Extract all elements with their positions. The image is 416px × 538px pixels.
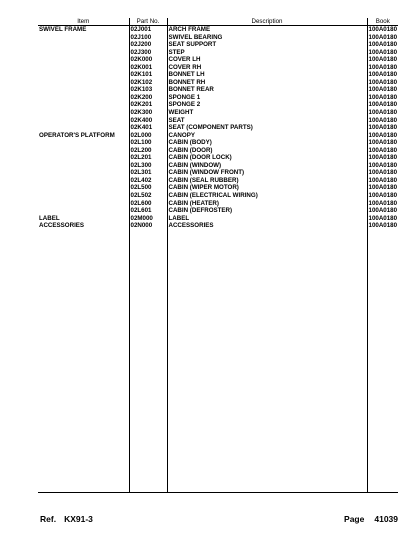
table-row (38, 207, 398, 215)
row-book: 100A0180 (368, 93, 398, 101)
filler-cell (38, 230, 129, 493)
row-part-no: 02K400 (129, 117, 167, 125)
table-row (38, 184, 398, 192)
table-row (38, 79, 398, 87)
ref-value: KX91-3 (64, 514, 93, 524)
row-part-no: 02K103 (129, 86, 167, 94)
parts-index-sheet (38, 18, 398, 493)
row-book: 100A0180 (368, 56, 398, 64)
row-part-no: 02L100 (129, 139, 167, 147)
row-description: ACCESSORIES (167, 222, 367, 230)
row-item: SWIVEL FRAME (39, 26, 87, 33)
row-description: CABIN (HEATER) (167, 200, 367, 208)
column-header-part-no: Part No. (129, 18, 167, 26)
row-part-no: 02L500 (129, 184, 167, 192)
row-description: COVER LH (167, 56, 367, 64)
page-label: Page (344, 514, 365, 524)
row-description: SPONGE 2 (167, 101, 367, 109)
row-description: CABIN (WIPER MOTOR) (167, 184, 367, 192)
row-part-no: 02M000 (129, 215, 167, 223)
filler-cell (167, 230, 367, 493)
table-filler-row (38, 230, 398, 493)
row-part-no: 02L502 (129, 192, 167, 200)
row-item (38, 34, 129, 42)
row-item (38, 200, 129, 208)
row-description: ARCH FRAME (167, 26, 367, 34)
row-part-no: 02K101 (129, 71, 167, 79)
row-book: 100A0180 (368, 86, 398, 94)
row-item: LABEL (39, 214, 60, 222)
row-part-no: 02K401 (129, 124, 167, 132)
table-row (38, 147, 398, 155)
row-part-no: 02J100 (129, 34, 167, 42)
row-item (38, 64, 129, 72)
table-row (38, 71, 398, 79)
row-description: CABIN (DOOR LOCK) (167, 154, 367, 162)
column-header-book: Book (367, 18, 398, 26)
row-part-no: 02L601 (129, 207, 167, 215)
row-part-no: 02N000 (129, 222, 167, 230)
row-item: ACCESSORIES (39, 222, 85, 230)
table-row (38, 124, 398, 132)
ref-label: Ref. (40, 514, 57, 524)
table-row (38, 56, 398, 64)
row-item (38, 177, 129, 185)
row-book: 100A0180 (368, 41, 398, 49)
row-item (38, 184, 129, 192)
table-row (38, 109, 398, 117)
row-part-no: 02L300 (129, 162, 167, 170)
table-row (38, 26, 398, 34)
row-book: 100A0180 (368, 199, 398, 207)
table-row (38, 200, 398, 208)
row-description: STEP (167, 49, 367, 57)
row-book: 100A0180 (368, 101, 398, 109)
row-description: SEAT (COMPONENT PARTS) (167, 124, 367, 132)
row-description: CABIN (DOOR) (167, 147, 367, 155)
row-book: 100A0180 (368, 131, 398, 139)
row-description: CABIN (WINDOW FRONT) (167, 169, 367, 177)
table-row (38, 64, 398, 72)
row-item (38, 124, 129, 132)
table-row (38, 177, 398, 185)
row-part-no: 02K300 (129, 109, 167, 117)
row-item (38, 71, 129, 79)
table-row (38, 162, 398, 170)
row-book: 100A0180 (368, 169, 398, 177)
parts-index-table (38, 18, 398, 493)
row-item: OPERATOR'S PLATFORM (39, 131, 115, 139)
row-book: 100A0180 (368, 71, 398, 79)
page-value: 41039 (374, 514, 398, 524)
row-description: CABIN (BODY) (167, 139, 367, 147)
row-description: BONNET REAR (167, 86, 367, 94)
row-part-no: 02K200 (129, 94, 167, 102)
filler-cell (129, 230, 167, 493)
row-part-no: 02K201 (129, 101, 167, 109)
row-part-no: 02L201 (129, 154, 167, 162)
row-item (38, 147, 129, 155)
table-row (38, 49, 398, 57)
row-description: BONNET LH (167, 71, 367, 79)
row-item (38, 169, 129, 177)
row-book: 100A0180 (368, 78, 398, 86)
row-book: 100A0180 (368, 176, 398, 184)
row-item (38, 154, 129, 162)
row-book: 100A0180 (368, 48, 398, 56)
table-row (38, 154, 398, 162)
row-book: 100A0180 (368, 161, 398, 169)
row-description: BONNET RH (167, 79, 367, 87)
row-item (38, 207, 129, 215)
row-description: CABIN (DEFROSTER) (167, 207, 367, 215)
table-row (38, 117, 398, 125)
table-row (38, 139, 398, 147)
column-header-description: Description (167, 18, 367, 26)
table-body (38, 26, 398, 493)
row-part-no: 02K000 (129, 56, 167, 64)
row-item (38, 56, 129, 64)
row-book: 100A0180 (368, 207, 398, 215)
row-book: 100A0180 (368, 124, 398, 132)
row-item (38, 192, 129, 200)
row-part-no: 02L600 (129, 200, 167, 208)
table-row (38, 94, 398, 102)
row-part-no: 02K102 (129, 79, 167, 87)
table-row (38, 222, 398, 230)
row-book: 100A0180 (368, 146, 398, 154)
row-part-no: 02L301 (129, 169, 167, 177)
row-book: 100A0180 (368, 33, 398, 41)
row-item (38, 101, 129, 109)
row-book: 100A0180 (368, 184, 398, 192)
page-number (334, 514, 398, 524)
table-row (38, 132, 398, 140)
row-item (38, 117, 129, 125)
row-item (38, 162, 129, 170)
row-book: 100A0180 (368, 109, 398, 117)
filler-cell (367, 230, 398, 493)
table-row (38, 192, 398, 200)
row-part-no: 02L000 (129, 132, 167, 140)
table-row (38, 86, 398, 94)
table-row (38, 34, 398, 42)
row-part-no: 02K001 (129, 64, 167, 72)
row-description: LABEL (167, 215, 367, 223)
row-description: SEAT SUPPORT (167, 41, 367, 49)
row-part-no: 02J001 (129, 26, 167, 34)
row-description: CANOPY (167, 132, 367, 140)
row-book: 100A0180 (368, 139, 398, 147)
row-item (38, 79, 129, 87)
row-part-no: 02J200 (129, 41, 167, 49)
row-book: 100A0180 (368, 154, 398, 162)
row-item (38, 139, 129, 147)
row-description: SPONGE 1 (167, 94, 367, 102)
table-row (38, 169, 398, 177)
row-item (38, 109, 129, 117)
row-description: SWIVEL BEARING (167, 34, 367, 42)
table-row (38, 215, 398, 223)
row-book: 100A0180 (368, 222, 398, 230)
row-item (38, 41, 129, 49)
row-description: WEIGHT (167, 109, 367, 117)
row-book: 100A0180 (368, 63, 398, 71)
row-description: COVER RH (167, 64, 367, 72)
row-description: SEAT (167, 117, 367, 125)
row-description: CABIN (SEAL RUBBER) (167, 177, 367, 185)
row-description: CABIN (WINDOW) (167, 162, 367, 170)
row-book: 100A0180 (368, 116, 398, 124)
row-part-no: 02L200 (129, 147, 167, 155)
row-part-no: 02L402 (129, 177, 167, 185)
row-book: 100A0180 (368, 26, 398, 33)
row-book: 100A0180 (368, 214, 398, 222)
row-item (38, 86, 129, 94)
table-row (38, 101, 398, 109)
row-description: CABIN (ELECTRICAL WIRING) (167, 192, 367, 200)
row-item (38, 94, 129, 102)
table-header (38, 18, 398, 26)
row-item (38, 49, 129, 57)
column-header-item: Item (38, 18, 129, 26)
table-row (38, 41, 398, 49)
row-book: 100A0180 (368, 192, 398, 200)
row-part-no: 02J300 (129, 49, 167, 57)
reference (40, 514, 101, 524)
